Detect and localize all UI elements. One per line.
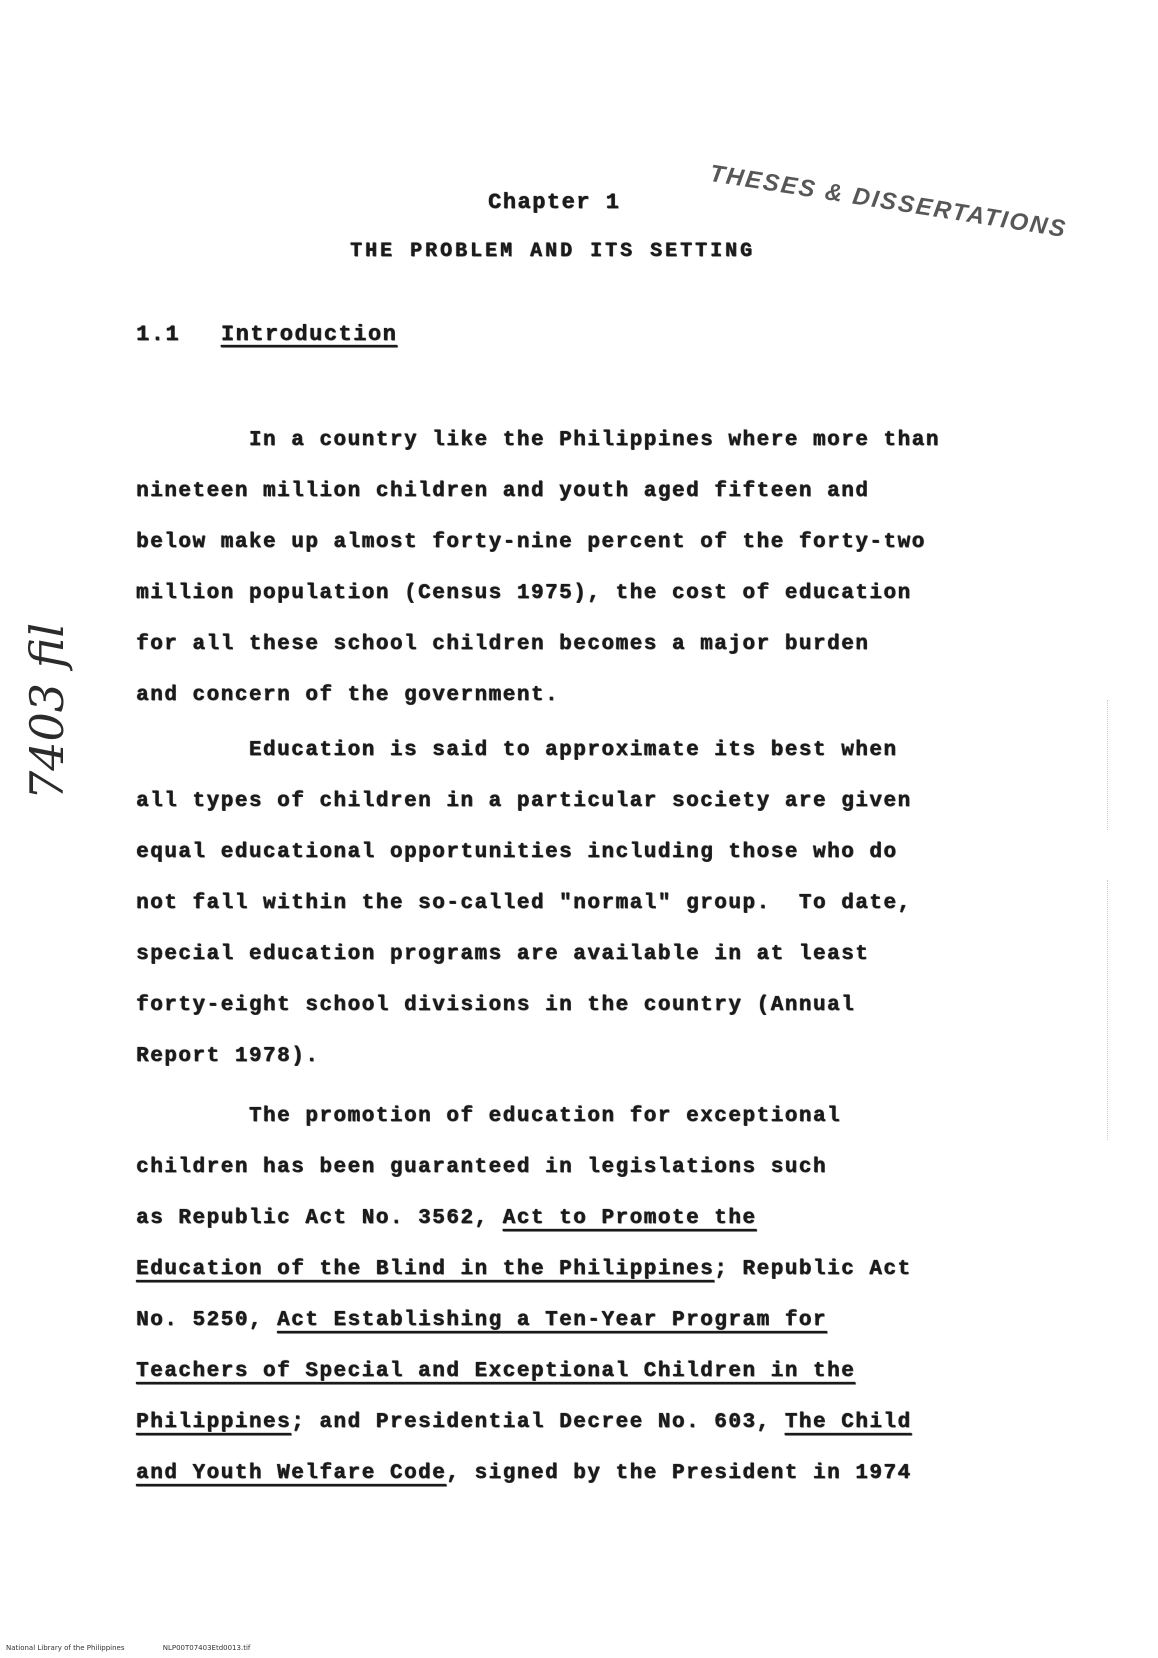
text-line: and concern of the government. [136, 684, 560, 707]
text-line: children has been guaranteed in legislations such [136, 1156, 828, 1179]
handwritten-note: 7403 fil [20, 622, 74, 800]
section-title: Introduction [220, 322, 398, 347]
text-line [136, 1244, 1016, 1295]
text-line [136, 1346, 1016, 1397]
text-line: all types of children in a particular society are given [136, 790, 912, 813]
text-run: as Republic Act No. 3562, [136, 1207, 503, 1230]
legislation-title: The Child [784, 1411, 912, 1434]
scan-speckle [1107, 700, 1148, 830]
text-run: , signed by the President in 1974 [446, 1462, 912, 1485]
text-run: No. 5250, [136, 1309, 278, 1332]
legislation-title: Act to Promote the [502, 1207, 757, 1230]
chapter-title: THE PROBLEM AND ITS SETTING [350, 240, 756, 263]
paragraph-3 [136, 1040, 1016, 1601]
scan-footer [6, 1644, 250, 1652]
text-line [136, 1193, 1016, 1244]
chapter-label: Chapter 1 [488, 190, 621, 215]
scan-speckle [1107, 880, 1148, 1140]
footer-library: National Library of the Philippines [6, 1644, 125, 1652]
archive-stamp: THESES & DISSERTATIONS [707, 160, 1069, 244]
legislation-title: Teachers of Special and Exceptional Children in the [136, 1360, 856, 1383]
text-line: The promotion of education for exceptional [136, 1105, 842, 1128]
section-number: 1.1 [136, 322, 181, 347]
section-heading [136, 322, 397, 347]
text-line: for all these school children becomes a major burden [136, 633, 870, 656]
legislation-title: and Youth Welfare Code [136, 1462, 447, 1485]
legislation-title: Act Establishing a Ten-Year Program for [277, 1309, 828, 1332]
text-line: equal educational opportunities including those who do [136, 841, 898, 864]
text-line [136, 1448, 1016, 1499]
text-line: not fall within the so-called "normal" group. To date, [136, 892, 912, 915]
text-line: Education is said to approximate its best when [136, 739, 898, 762]
text-line: In a country like the Philippines where more than [136, 429, 940, 452]
text-line: million population (Census 1975), the cost of education [136, 582, 912, 605]
text-run: ; Republic Act [714, 1258, 912, 1281]
text-line: special education programs are available in at least [136, 943, 870, 966]
text-line: Report 1978). [136, 1045, 320, 1068]
text-line: below make up almost forty-nine percent of the forty-two [136, 531, 926, 554]
legislation-title: Philippines [136, 1411, 292, 1434]
text-line [136, 1397, 1016, 1448]
legislation-title: Education of the Blind in the Philippines [136, 1258, 715, 1281]
text-line: nineteen million children and youth aged fifteen and [136, 480, 870, 503]
text-run: ; and Presidential Decree No. 603, [291, 1411, 785, 1434]
text-line [136, 1295, 1016, 1346]
footer-filename: NLP00T07403Etd0013.tif [162, 1644, 251, 1652]
text-line: forty-eight school divisions in the country (Annual [136, 994, 856, 1017]
